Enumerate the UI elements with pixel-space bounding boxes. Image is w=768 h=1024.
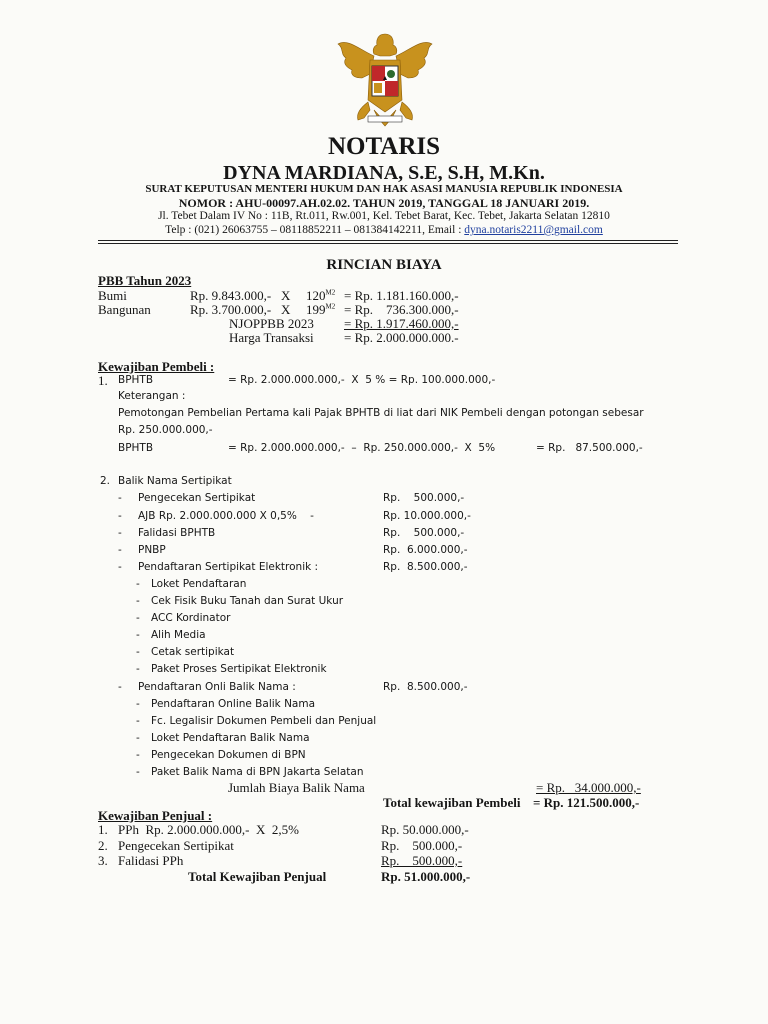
balik-nama-sum-label: Jumlah Biaya Balik Nama — [228, 780, 365, 795]
garuda-emblem-icon — [330, 30, 440, 130]
bphtb-number: 1. — [98, 373, 108, 388]
decree-line-1: SURAT KEPUTUSAN MENTERI HUKUM DAN HAK ASASI MANUSIA REPUBLIK INDONESIA — [145, 183, 623, 195]
seller-total-value: Rp. 51.000.000,- — [381, 869, 471, 884]
balik-nama-number: 2. — [100, 475, 111, 487]
email-link[interactable]: dyna.notaris2211@gmail.com — [464, 224, 603, 236]
pbb-price: Rp. 9.843.000,- — [190, 288, 272, 303]
bphtb-reduced-result: = Rp. 87.500.000,- — [536, 442, 643, 454]
bphtb-reduced-label: BPHTB — [118, 442, 154, 454]
pbb-result: = Rp. 1.181.160.000,- — [344, 288, 459, 303]
harga-transaksi-label: Harga Transaksi — [229, 330, 314, 345]
balik-nama-label: Balik Nama Sertipikat — [118, 475, 232, 487]
header-divider — [98, 240, 678, 244]
pbb-times: X — [281, 288, 291, 303]
buyer-total-value: = Rp. 121.500.000,- — [533, 795, 640, 810]
pbb-area: $120^{M2}$ — [306, 288, 336, 303]
note-line-1: Pemotongan Pembelian Pertama kali Pajak BPHTB di liat dari NIK Pembeli dengan potongan sebesar — [118, 407, 644, 419]
njop-label: NJOPPBB 2023 — [229, 316, 314, 331]
note-line-2: Rp. 250.000.000,- — [118, 424, 213, 436]
bphtb-label: BPHTB — [118, 374, 154, 386]
pbb-price: Rp. 3.700.000,- — [190, 302, 272, 317]
notaris-title: NOTARIS — [327, 133, 441, 160]
pbb-label: Bumi — [98, 288, 127, 303]
harga-transaksi-value: = Rp. 2.000.000.000.- — [344, 330, 459, 345]
buyer-heading: Kewajiban Pembeli : — [98, 359, 215, 374]
njop-value: = Rp. 1.917.460.000,- — [344, 316, 459, 331]
pbb-times: X — [281, 302, 291, 317]
office-address: Jl. Tebet Dalam IV No : 11B, Rt.011, Rw.001, Kel. Tebet Barat, Kec. Tebet, Jakarta Selatan 12810 — [158, 210, 610, 222]
document-title: RINCIAN BIAYA — [326, 257, 442, 273]
buyer-total-label: Total kewajiban Pembeli — [383, 795, 521, 810]
balik-nama-sum-value: = Rp. 34.000.000,- — [536, 780, 641, 795]
note-label: Keterangan : — [118, 390, 186, 402]
bphtb-reduced-calc: = Rp. 2.000.000.000,- – Rp. 250.000.000,- X 5% — [228, 442, 496, 454]
contact-phone: Telp : (021) 26063755 – 08118852211 – 081384142211, Email : — [165, 224, 465, 236]
pbb-result: = Rp. 736.300.000,- — [344, 302, 459, 317]
pbb-area: $199^{M2}$ — [306, 302, 336, 317]
pbb-heading: PBB Tahun 2023 — [98, 273, 192, 288]
decree-line-2: NOMOR : AHU-00097.AH.02.02. TAHUN 2019, TANGGAL 18 JANUARI 2019. — [178, 196, 590, 210]
pbb-label: Bangunan — [98, 302, 151, 317]
seller-total-label: Total Kewajiban Penjual — [188, 869, 327, 884]
seller-heading: Kewajiban Penjual : — [98, 808, 213, 823]
notary-name: DYNA MARDIANA, S.E, S.H, M.Kn. — [223, 162, 545, 184]
contact-line — [0, 224, 768, 236]
bphtb-calc: = Rp. 2.000.000.000,- X 5 % = Rp. 100.000.000,- — [228, 374, 496, 386]
